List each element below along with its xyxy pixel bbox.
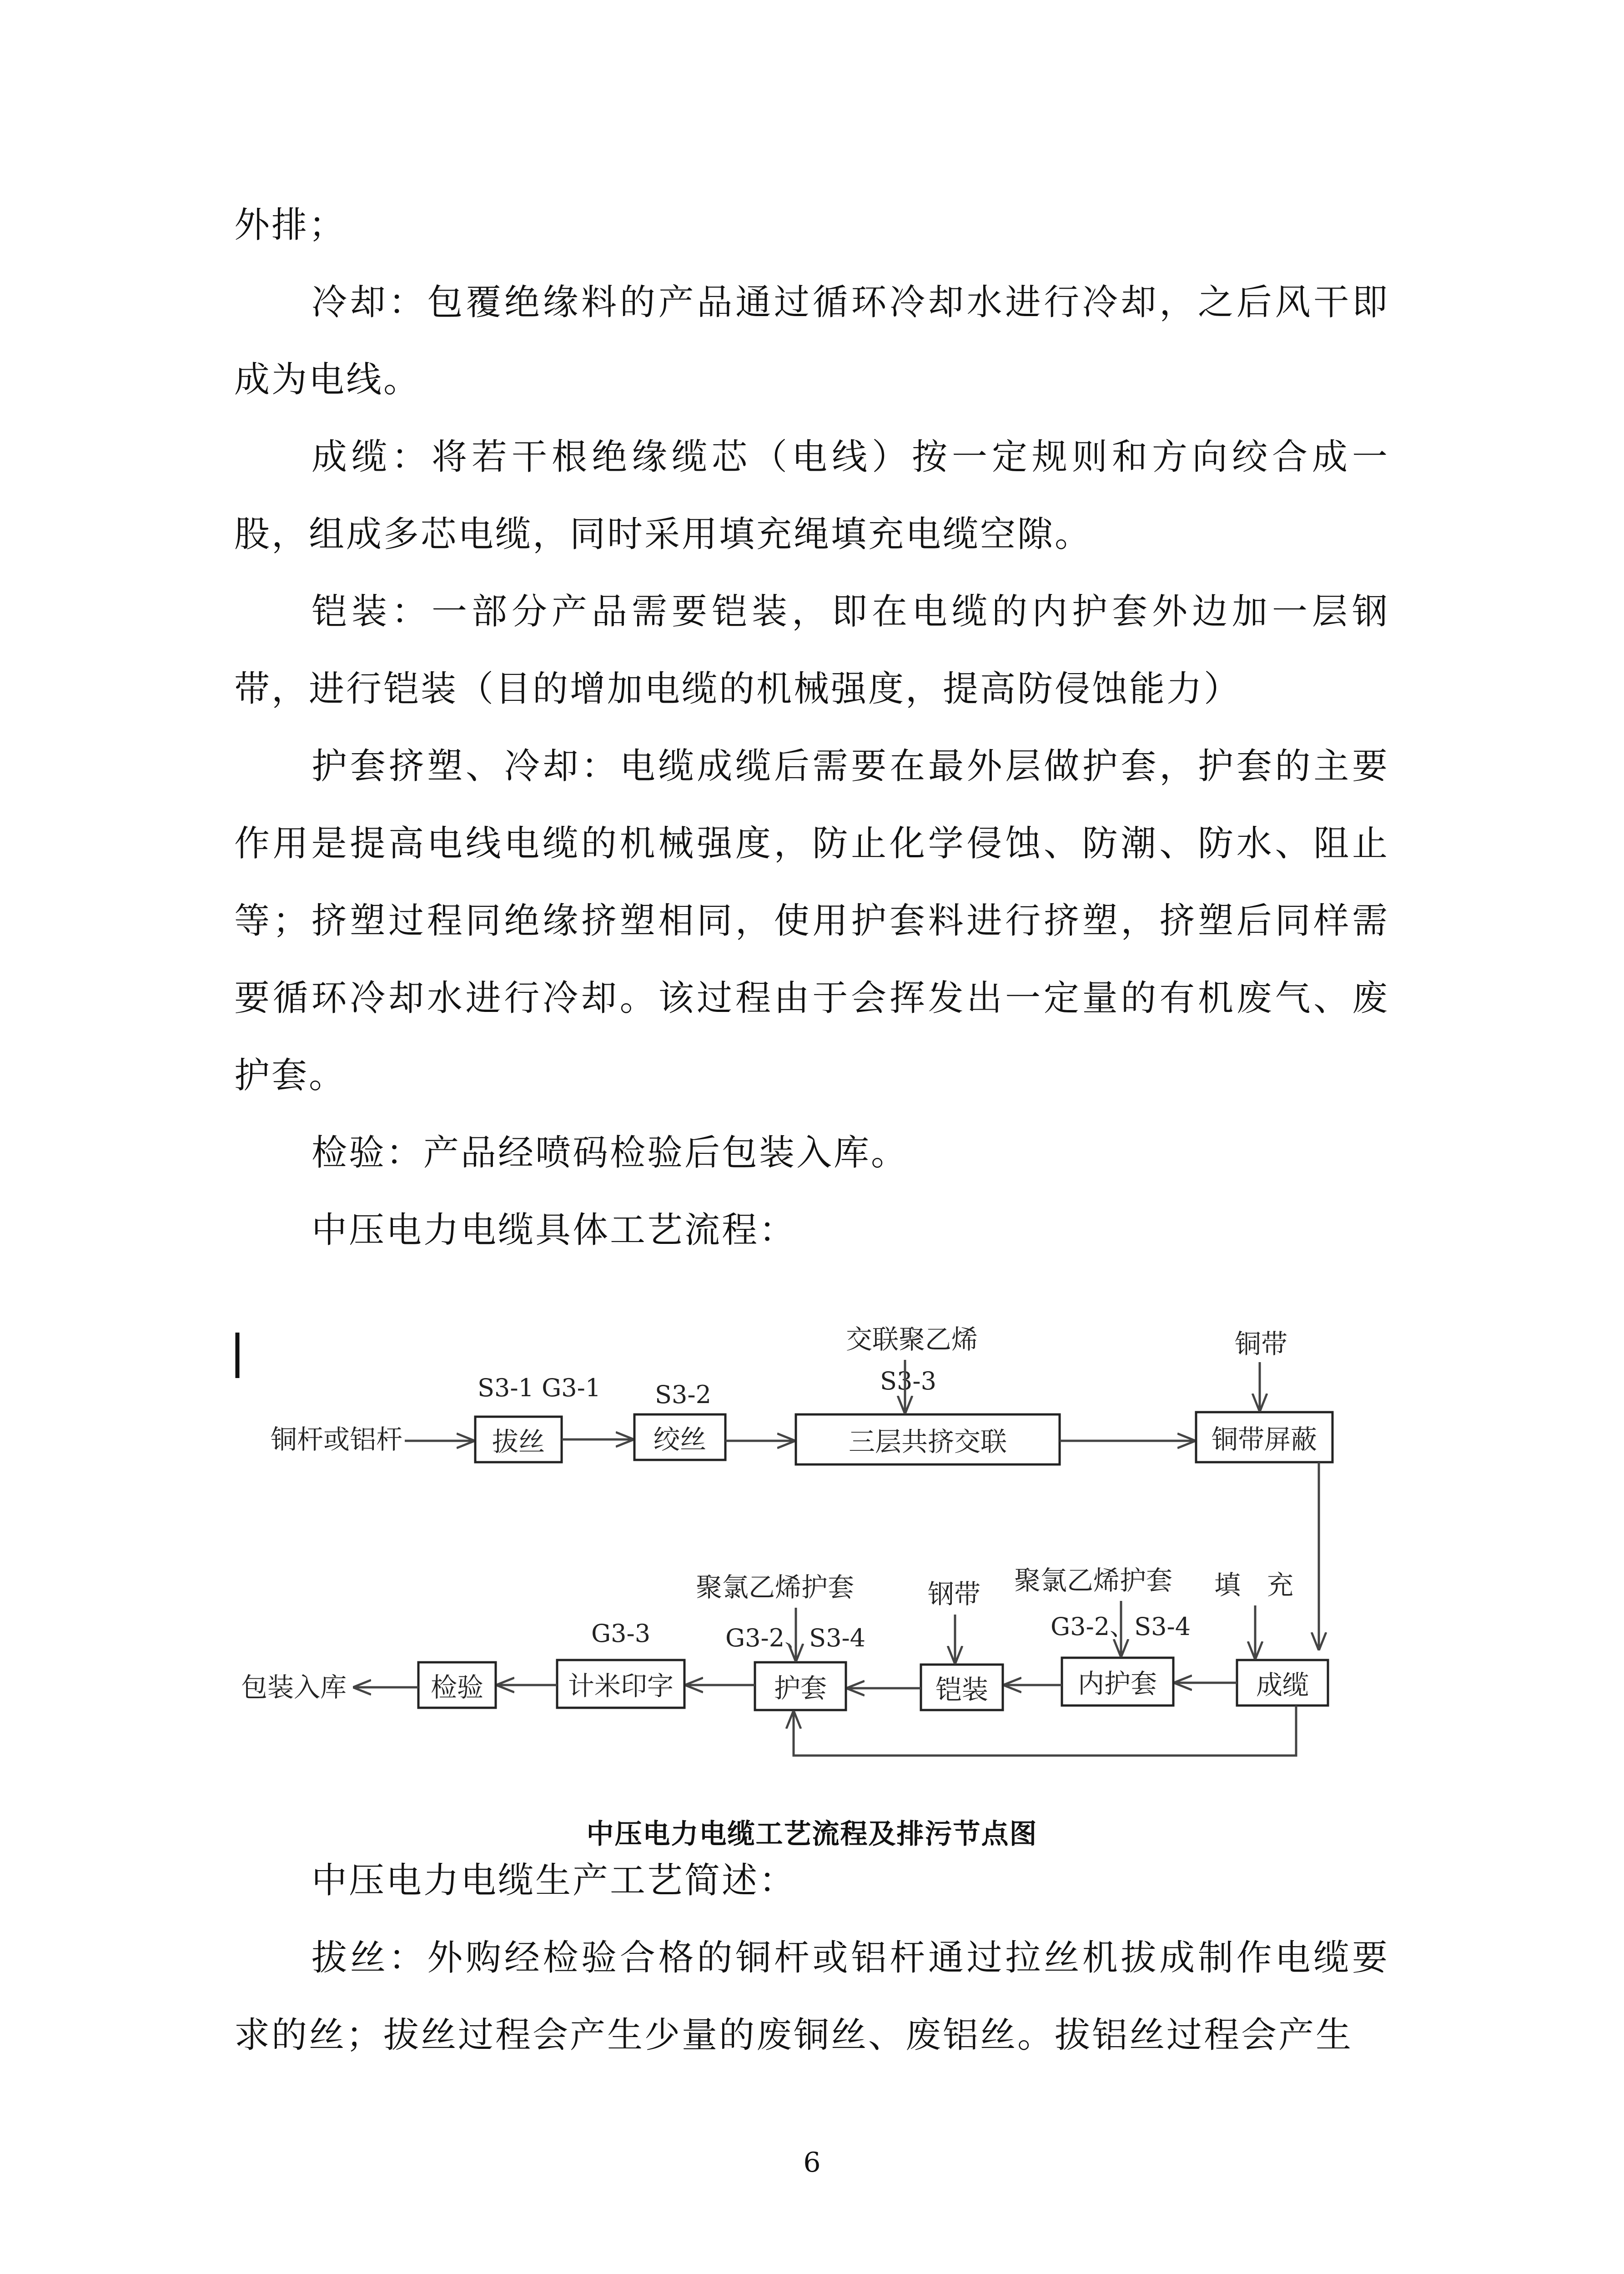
paragraph-cooling: 冷却：包覆绝缘料的产品通过循环冷却水进行冷却，之后风干即成为电线。 xyxy=(234,282,1389,400)
step-wire-drawing-label: 拔丝 xyxy=(492,1426,545,1457)
paragraph-sheath: 护套挤塑、冷却：电缆成缆后需要在最外层做护套，护套的主要作用是提高电线电缆的机械强度，防止化学侵蚀、防潮、防水、阻止等；挤塑过程同绝缘挤塑相同，使用护套料进行挤塑，挤塑后同样需要循环冷却水进行冷却。该过程由于会挥发出一定量的有机废气、废护套。 xyxy=(234,746,1389,1096)
xlpe-code: S3-3 xyxy=(880,1367,936,1395)
step-inspection-label: 检验 xyxy=(430,1672,484,1703)
step-cabling-label: 成缆 xyxy=(1256,1670,1309,1700)
paragraph-process-summary: 中压电力电缆生产工艺简述： xyxy=(312,1860,797,1901)
page-number: 6 xyxy=(803,2147,821,2178)
stranding-code: S3-2 xyxy=(655,1380,711,1409)
outer-sheath-material-label: 聚氯乙烯护套 xyxy=(696,1572,855,1603)
input-copper-aluminum-rod: 铜杆或铝杆 xyxy=(271,1424,403,1455)
step-meter-marking-label: 计米印字 xyxy=(568,1670,674,1701)
xlpe-material-label: 交联聚乙烯 xyxy=(846,1324,978,1355)
filling-label: 填 充 xyxy=(1214,1570,1294,1600)
step-triple-coextrusion-label: 三层共挤交联 xyxy=(848,1426,1007,1457)
diagram-caption: 中压电力电缆工艺流程及排污节点图 xyxy=(586,1818,1038,1850)
paragraph-flow-intro: 中压电力电缆具体工艺流程： xyxy=(312,1210,797,1251)
paragraph-wire-drawing: 拔丝：外购经检验合格的铜杆或铝杆通过拉丝机拔成制作电缆要求的丝；拔丝过程会产生少量的废铜丝、废铝丝。拔铝丝过程会产生 xyxy=(234,1937,1389,2056)
marking-code: G3-3 xyxy=(591,1619,651,1648)
step-inner-sheath-label: 内护套 xyxy=(1077,1668,1157,1699)
paragraph-cabling: 成缆：将若干根绝缘缆芯（电线）按一定规则和方向绞合成一股，组成多芯电缆，同时采用填充绳填充电缆空隙。 xyxy=(234,437,1389,555)
copper-tape-label: 铜带 xyxy=(1235,1328,1288,1359)
outer-sheath-code: G3-2、S3-4 xyxy=(725,1624,866,1652)
steel-tape-label: 钢带 xyxy=(928,1579,981,1610)
inner-sheath-code: G3-2、S3-4 xyxy=(1051,1612,1191,1641)
paragraph-armoring: 铠装：一部分产品需要铠装，即在电缆的内护套外边加一层钢带，进行铠装（目的增加电缆的机械强度，提高防侵蚀能力） xyxy=(234,591,1389,709)
step-outer-sheath-label: 护套 xyxy=(774,1673,827,1704)
output-packaging-storage: 包装入库 xyxy=(241,1672,347,1703)
inner-sheath-material-label: 聚氯乙烯护套 xyxy=(1014,1565,1173,1596)
step-stranding-label: 绞丝 xyxy=(653,1424,707,1455)
paragraph-inspection: 检验：产品经喷码检验后包装入库。 xyxy=(312,1132,909,1173)
step-copper-tape-shield-label: 铜带屏蔽 xyxy=(1211,1424,1317,1455)
bypass-cabling-to-sheath xyxy=(794,1706,1296,1756)
step-armoring-label: 铠装 xyxy=(935,1674,989,1705)
paragraph-waipai: 外排； xyxy=(234,205,347,246)
drawing-code: S3-1 G3-1 xyxy=(478,1373,601,1402)
